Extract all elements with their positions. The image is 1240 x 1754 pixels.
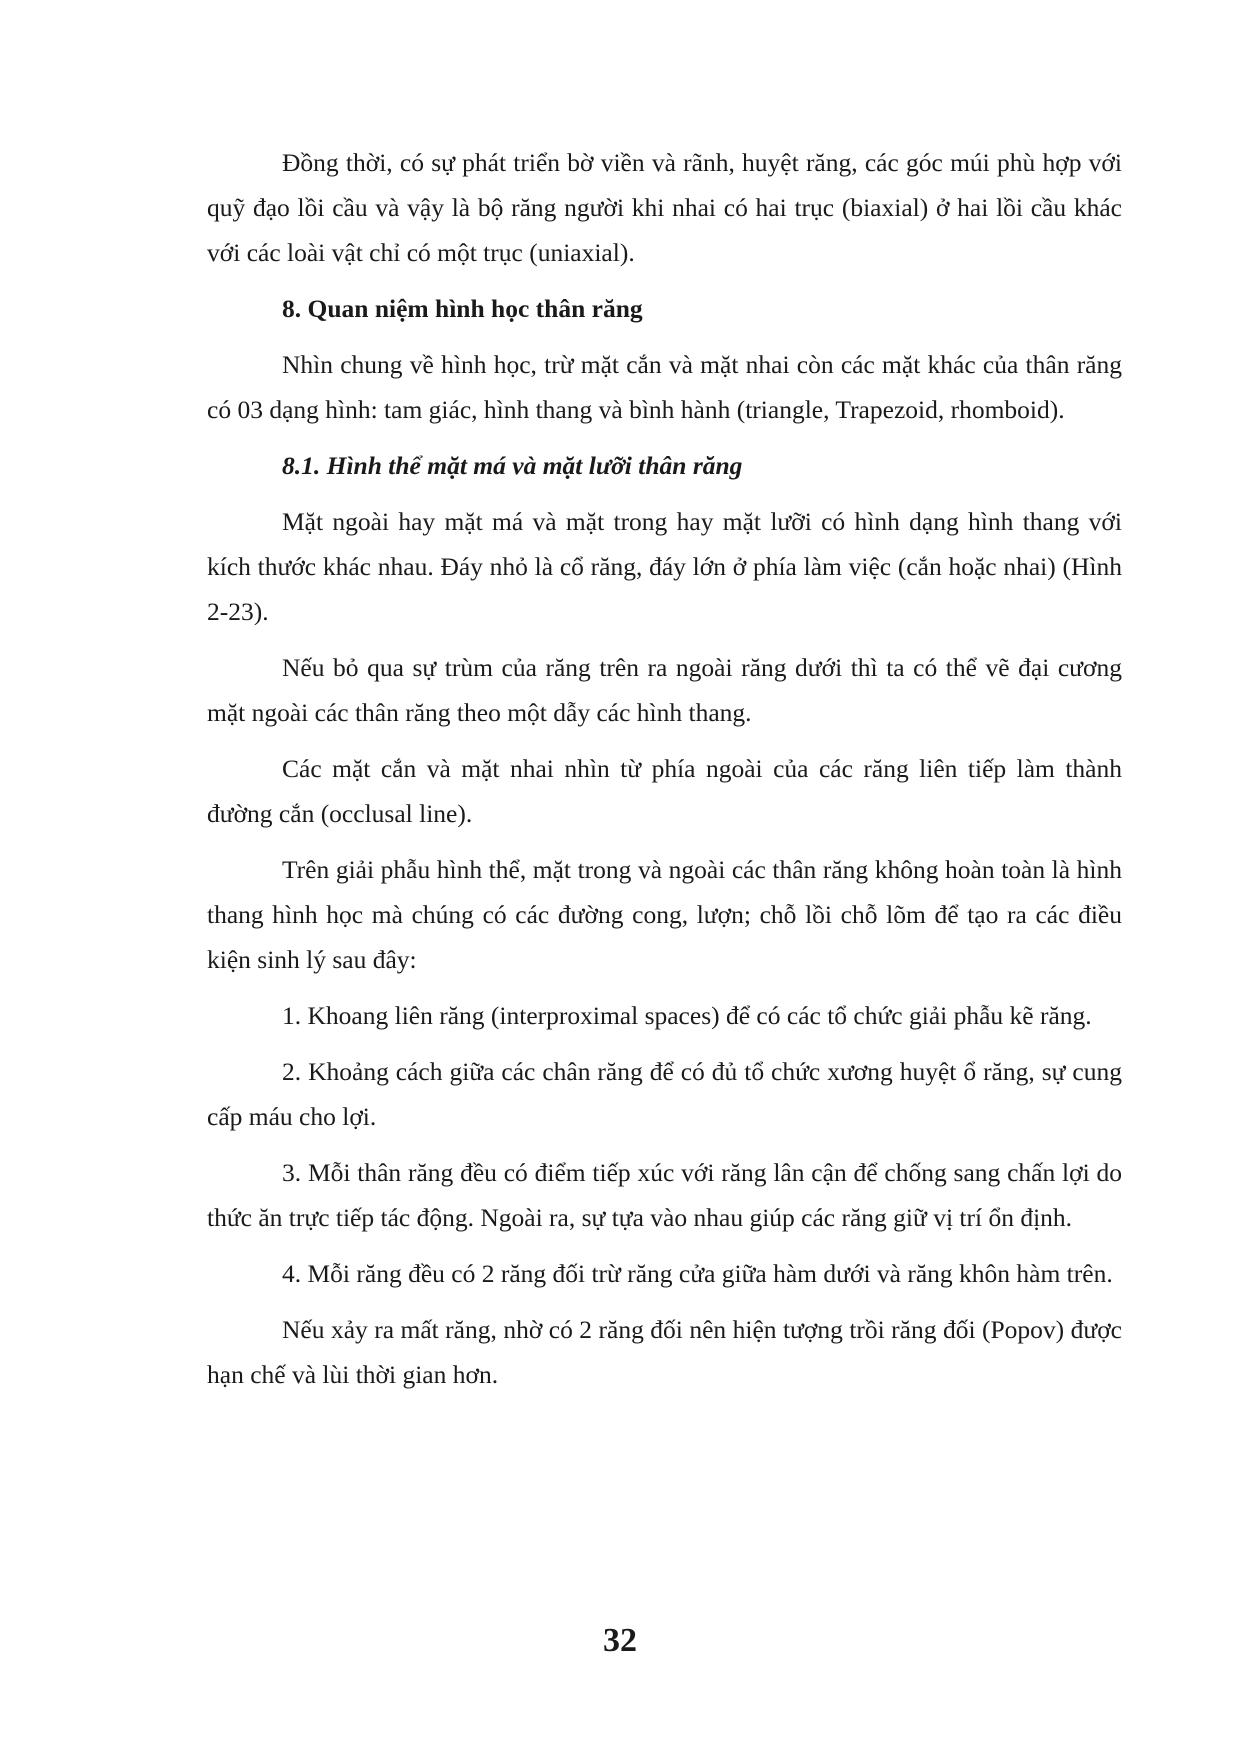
section-heading-8: 8. Quan niệm hình học thân răng <box>282 294 643 323</box>
list-item-1: 1. Khoang liên răng (interproximal spaces) để có các tổ chức giải phẫu kẽ răng. <box>282 1001 1092 1030</box>
paragraph-outline: Nếu bỏ qua sự trùm của răng trên ra ngoài răng dưới thì ta có thể vẽ đại cương mặt ngoài các thân răng theo một dẫy các hình thang. <box>207 653 1122 727</box>
paragraph-tooth-loss: Nếu xảy ra mất răng, nhờ có 2 răng đối nên hiện tượng trồi răng đối (Popov) được hạn chế và lùi thời gian hơn. <box>207 1315 1122 1389</box>
subsection-heading-8-1: 8.1. Hình thể mặt má và mặt lưỡi thân răng <box>282 451 743 480</box>
paragraph-anatomy: Trên giải phẫu hình thể, mặt trong và ngoài các thân răng không hoàn toàn là hình thang hình học mà chúng có các đường cong, lượn; chỗ lồi chỗ lõm để tạo ra các điều kiện sinh lý sau đây: <box>207 855 1122 974</box>
page-body <box>207 140 1122 1408</box>
page-number: 32 <box>603 1622 637 1659</box>
paragraph-occlusal-line: Các mặt cắn và mặt nhai nhìn từ phía ngoài của các răng liên tiếp làm thành đường cắn (occlusal line). <box>207 754 1122 828</box>
paragraph-biaxial: Đồng thời, có sự phát triển bờ viền và rãnh, huyệt răng, các góc múi phù hợp với quỹ đạo lồi cầu và vậy là bộ răng người khi nhai có hai trục (biaxial) ở hai lồi cầu khác với các loài vật chỉ có một trục (uniaxial). <box>207 148 1122 267</box>
list-item-2: 2. Khoảng cách giữa các chân răng để có đủ tổ chức xương huyệt ổ răng, sự cung cấp máu cho lợi. <box>207 1057 1122 1131</box>
list-item-3: 3. Mỗi thân răng đều có điểm tiếp xúc với răng lân cận để chống sang chấn lợi do thức ăn trực tiếp tác động. Ngoài ra, sự tựa vào nhau giúp các răng giữ vị trí ổn định. <box>207 1158 1122 1232</box>
paragraph-trapezoid-shape: Mặt ngoài hay mặt má và mặt trong hay mặt lưỡi có hình dạng hình thang với kích thước khác nhau. Đáy nhỏ là cổ răng, đáy lớn ở phía làm việc (cắn hoặc nhai) (Hình 2-23). <box>207 507 1122 626</box>
list-item-4: 4. Mỗi răng đều có 2 răng đối trừ răng cửa giữa hàm dưới và răng khôn hàm trên. <box>282 1259 1113 1288</box>
paragraph-geometry: Nhìn chung về hình học, trừ mặt cắn và mặt nhai còn các mặt khác của thân răng có 03 dạng hình: tam giác, hình thang và bình hành (triangle, Trapezoid, rhomboid). <box>207 350 1122 424</box>
